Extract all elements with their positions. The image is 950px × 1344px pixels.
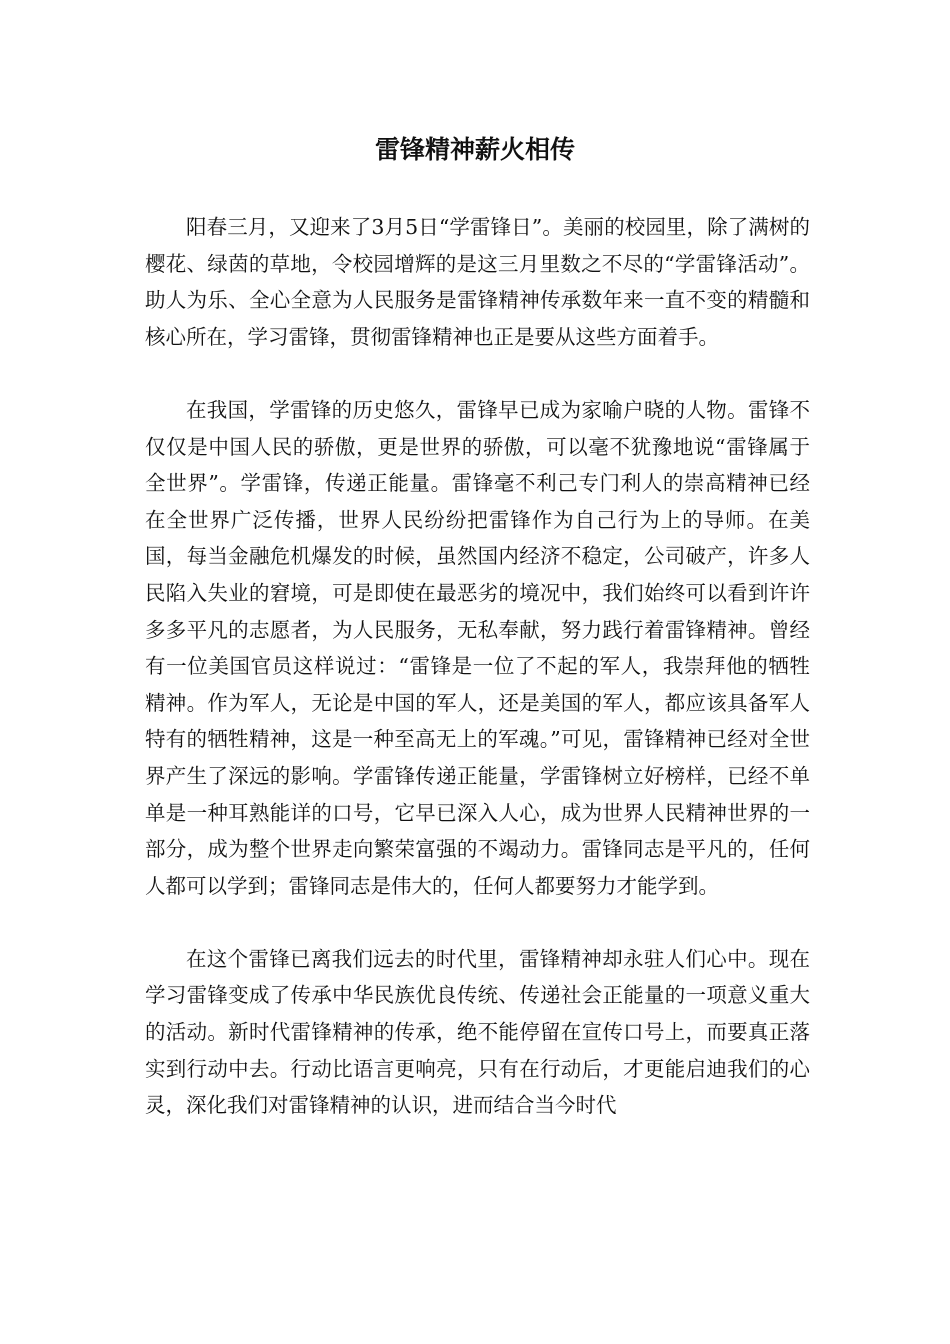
paragraph-1: 阳春三月，又迎来了3月5日“学雷锋日”。美丽的校园里，除了满树的樱花、绿茵的草地，令校园增辉的是这三月里数之不尽的“学雷锋活动”。助人为乐、全心全意为人民服务是雷锋精神传承数年来一直不变的精髓和核心所在，学习雷锋，贯彻雷锋精神也正是要从这些方面着手。 (145, 215, 810, 349)
document-title: 雷锋精神薪火相传 (374, 135, 575, 164)
document-body (145, 209, 810, 1160)
paragraph-3: 在这个雷锋已离我们远去的时代里，雷锋精神却永驻人们心中。现在学习雷锋变成了传承中华民族优良传统、传递社会正能量的一项意义重大的活动。新时代雷锋精神的传承，绝不能停留在宣传口号上，而要真正落实到行动中去。行动比语言更响亮，只有在行动后，才更能启迪我们的心灵，深化我们对雷锋精神的认识，进而结合当今时代 (145, 946, 810, 1118)
paragraph-2: 在我国，学雷锋的历史悠久，雷锋早已成为家喻户晓的人物。雷锋不仅仅是中国人民的骄傲，更是世界的骄傲，可以毫不犹豫地说“雷锋属于全世界”。学雷锋，传递正能量。雷锋毫不利己专门利人的崇高精神已经在全世界广泛传播，世界人民纷纷把雷锋作为自己行为上的导师。在美国，每当金融危机爆发的时候，虽然国内经济不稳定，公司破产，许多人民陷入失业的窘境，可是即使在最恶劣的境况中，我们始终可以看到许许多多平凡的志愿者，为人民服务，无私奉献，努力践行着雷锋精神。曾经有一位美国官员这样说过：“雷锋是一位了不起的军人，我崇拜他的牺牲精神。作为军人，无论是中国的军人，还是美国的军人，都应该具备军人特有的牺牲精神，这是一种至高无上的军魂。”可见，雷锋精神已经对全世界产生了深远的影响。学雷锋传递正能量，学雷锋树立好榜样，已经不单单是一种耳熟能详的口号，它早已深入人心，成为世界人民精神世界的一部分，成为整个世界走向繁荣富强的不竭动力。雷锋同志是平凡的，任何人都可以学到；雷锋同志是伟大的，任何人都要努力才能学到。 (145, 397, 810, 898)
